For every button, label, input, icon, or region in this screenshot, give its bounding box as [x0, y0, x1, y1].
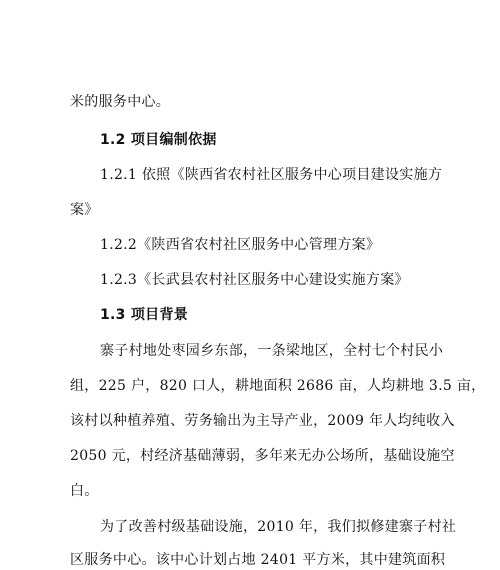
- paragraph-line: 1.2.3《长武县农村社区服务中心建设实施方案》: [100, 272, 409, 288]
- paragraph-line: 白。: [70, 483, 99, 499]
- paragraph-line: 寨子村地处枣园乡东部，一条梁地区，全村七个村民小: [100, 343, 444, 359]
- paragraph-line: 1.2.2《陕西省农村社区服务中心管理方案》: [100, 237, 381, 253]
- paragraph-line: 米的服务中心。: [70, 94, 171, 110]
- paragraph-line: 为了改善村级基础设施，2010 年，我们拟修建寨子村社: [100, 519, 457, 535]
- paragraph-line: 案》: [70, 202, 99, 218]
- paragraph-line: 2050 元，村经济基础薄弱，多年来无办公场所，基础设施空: [70, 448, 455, 464]
- paragraph-line: 该村以种植养殖、劳务输出为主导产业，2009 年人均纯收入: [70, 413, 455, 429]
- section-heading-1-2: 1.2 项目编制依据: [100, 132, 217, 148]
- paragraph-line: 1.2.1 依照《陕西省农村社区服务中心项目建设实施方: [100, 167, 443, 183]
- section-heading-1-3: 1.3 项目背景: [100, 307, 189, 323]
- paragraph-line: 区服务中心。该中心计划占地 2401 平方米，其中建筑面积: [70, 552, 446, 568]
- paragraph-line: 组，225 户，820 口人，耕地面积 2686 亩，人均耕地 3.5 亩，: [70, 378, 486, 394]
